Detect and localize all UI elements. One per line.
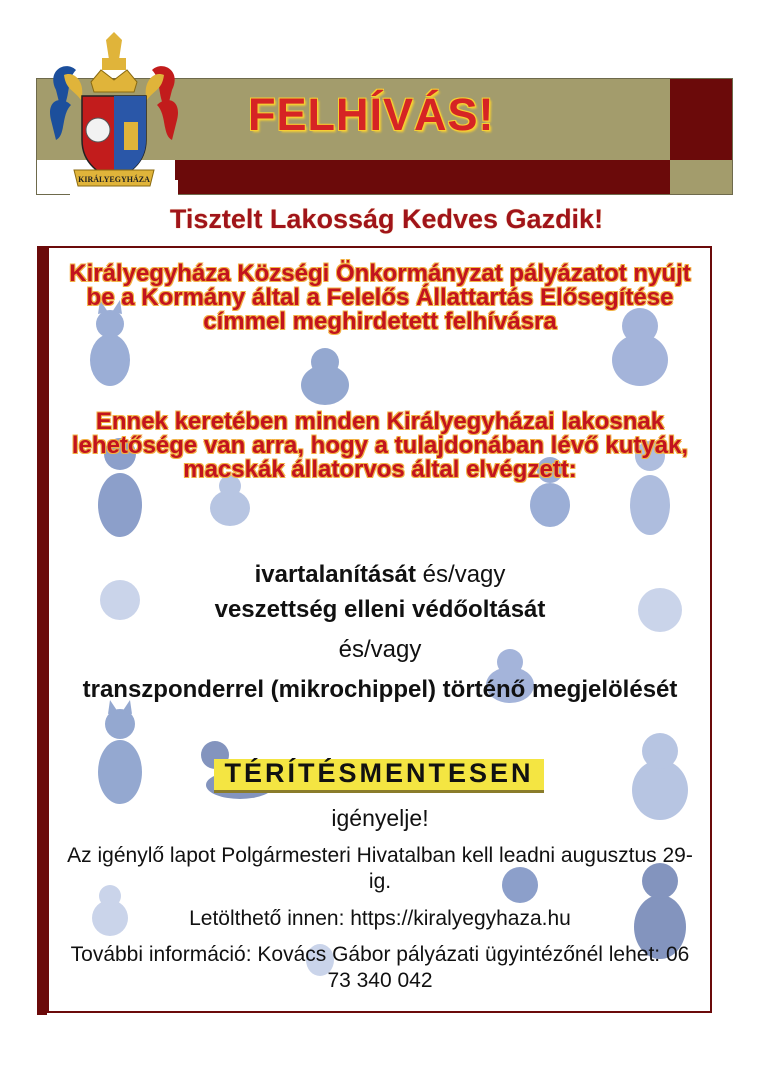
- service-microchip: transzponderrel (mikrochippel) történő megjelölését: [82, 676, 678, 703]
- content-frame-left: [37, 246, 47, 1015]
- header-accent-block: [670, 79, 733, 160]
- request-call: igényelje!: [331, 805, 429, 831]
- greeting-heading: Tisztelt Lakosság Kedves Gazdik!: [169, 204, 604, 234]
- deadline-info: Az igénylő lapot Polgármesteri Hivatalban kell leadni augusztus 29-ig.: [67, 844, 693, 893]
- contact-info: További információ: Kovács Gábor pályázati ügyintézőnél lehet: 06 73 340 042: [70, 943, 690, 992]
- service-conjunction: és/vagy: [338, 636, 422, 663]
- coat-of-arms-icon: [46, 30, 182, 198]
- service-neutering-label: ivartalanítását: [254, 561, 417, 588]
- tabby-cat-icon: [90, 700, 150, 810]
- kitten-icon: [290, 340, 360, 410]
- intro-paragraph-2: Ennek keretében minden Királyegyházai lakosnak lehetősége van arra, hogy a tulajdonában lévő kutyák, macskák állatorvos által elvégzett:: [71, 408, 689, 483]
- service-rabies-vaccination: veszettség elleni védőoltását: [214, 596, 546, 623]
- svg-text:KIRÁLYEGYHÁZA: KIRÁLYEGYHÁZA: [78, 175, 150, 184]
- service-neutering-conjunction: és/vagy: [416, 561, 506, 588]
- service-neutering: [60, 561, 700, 589]
- free-of-charge-label: TÉRÍTÉSMENTESEN: [224, 758, 534, 788]
- intro-paragraph-1: Királyegyháza Községi Önkormányzat pályázatot nyújt be a Kormány által a Felelős Állattartás Elősegítése címmel meghirdetett felhívásra: [69, 260, 691, 335]
- header-underbar: [175, 160, 670, 195]
- page-title: FELHÍVÁS!: [248, 89, 495, 140]
- header-accent-small: [670, 160, 733, 195]
- download-link[interactable]: Letölthető innen: https://kiralyegyhaza.hu: [189, 907, 571, 930]
